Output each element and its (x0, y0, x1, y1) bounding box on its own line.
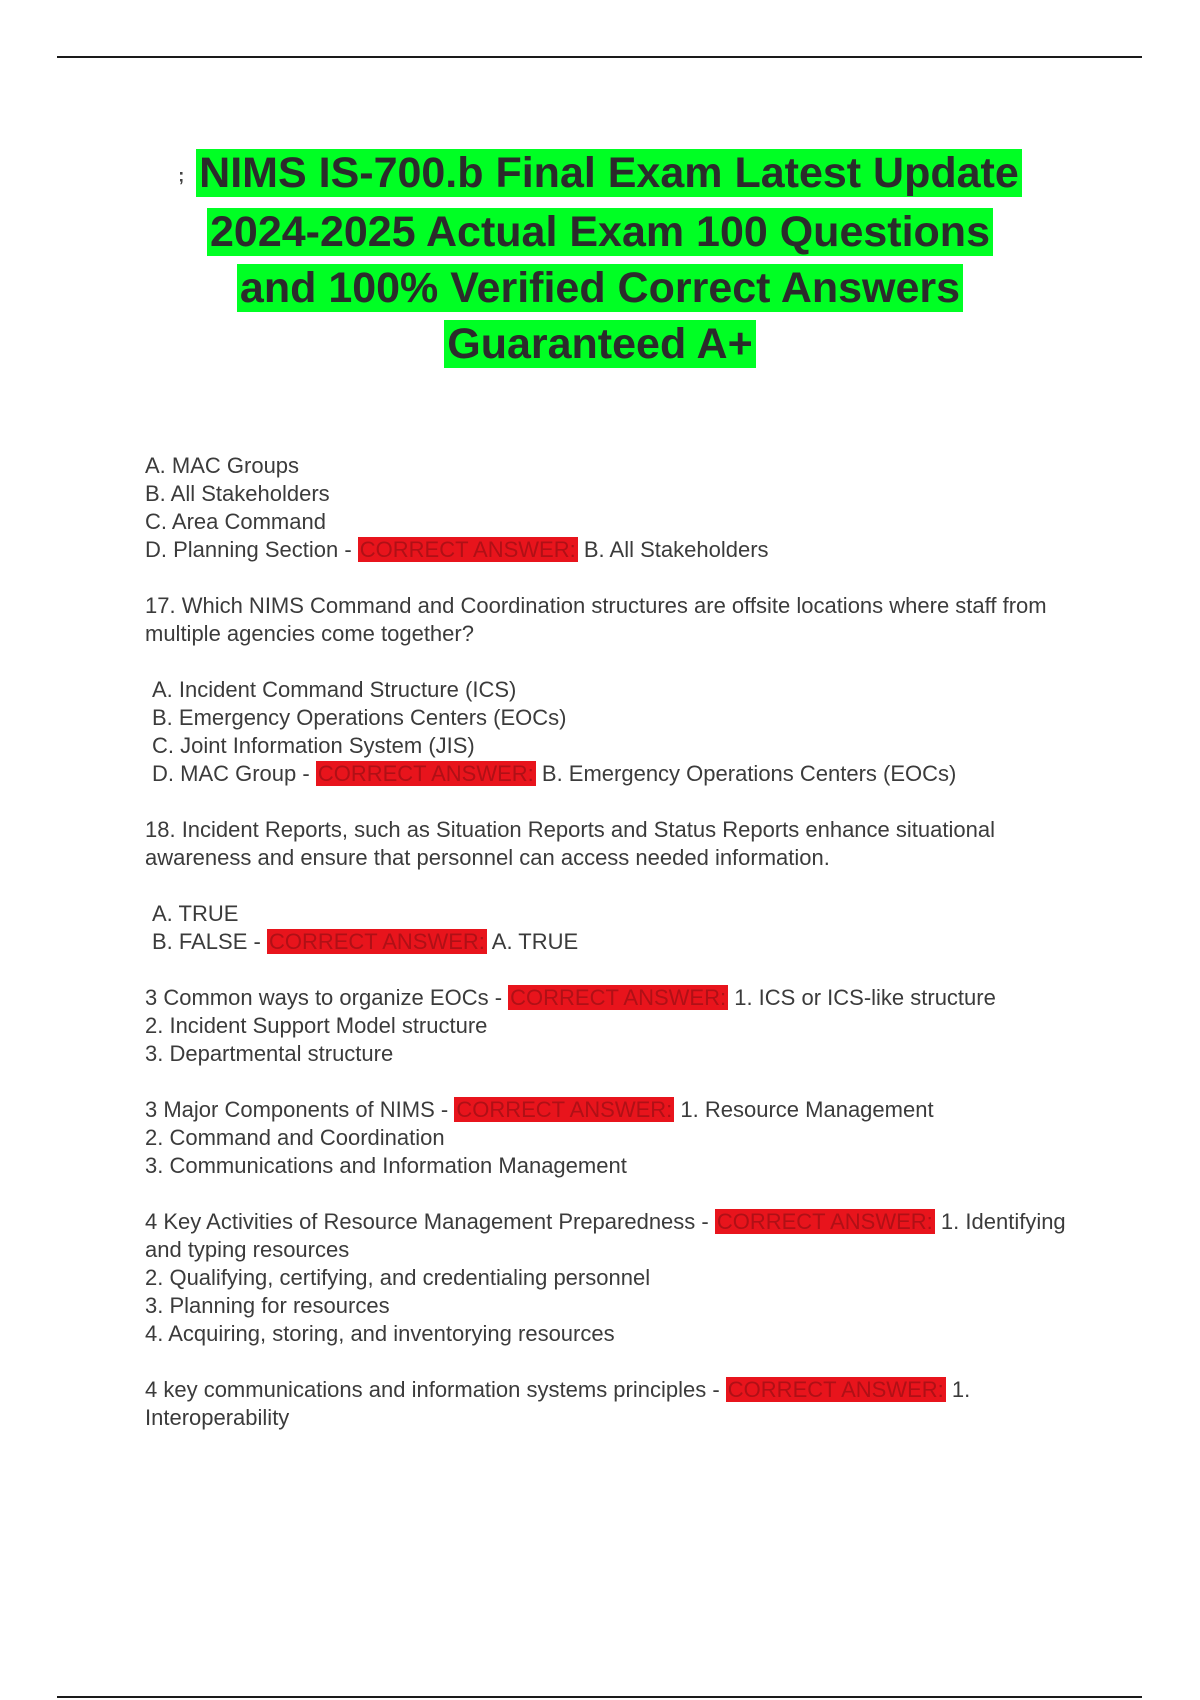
title-prefix: ; (178, 165, 185, 186)
option: A. Incident Command Structure (ICS) (152, 677, 517, 702)
correct-answer-label: CORRECT ANSWER: (456, 1097, 673, 1122)
answer-text: 2. Command and Coordination (145, 1125, 445, 1150)
answer-text: 3. Departmental structure (145, 1041, 394, 1066)
option: D. Planning Section - (145, 537, 358, 562)
document-title (100, 145, 1100, 372)
option: B. FALSE - (152, 929, 267, 954)
correct-answer-label: CORRECT ANSWER: (716, 1209, 933, 1234)
answer-text: 2. Incident Support Model structure (145, 1013, 488, 1038)
answer-text: 1. ICS or ICS-like structure (734, 985, 996, 1010)
option: A. MAC Groups (145, 453, 300, 478)
question-text: 4 key communications and information systems principles - (145, 1377, 726, 1402)
bottom-rule (57, 1696, 1142, 1698)
question-block-16 (145, 452, 1095, 564)
answer-text: 1. Interoperability (145, 1377, 971, 1430)
correct-answer-label: CORRECT ANSWER: (317, 761, 534, 786)
answer-text: B. Emergency Operations Centers (EOCs) (541, 761, 957, 786)
option: D. MAC Group - (152, 761, 316, 786)
title-line-2: 2024-2025 Actual Exam 100 Questions (207, 208, 993, 256)
question-block-resource-management (145, 1208, 1095, 1348)
answer-text: 3. Planning for resources (145, 1293, 390, 1318)
title-line-4: Guaranteed A+ (444, 320, 755, 368)
answer-text: 3. Communications and Information Management (145, 1153, 627, 1178)
question-text: 17. Which NIMS Command and Coordination structures are offsite locations where staff from multiple agencies come together? (145, 593, 1047, 646)
question-text: 4 Key Activities of Resource Management Preparedness - (145, 1209, 715, 1234)
question-block-eocs (145, 984, 1095, 1068)
answer-text: 1. Identifying and typing resources (145, 1209, 1066, 1262)
option: A. TRUE (152, 901, 239, 926)
question-block-nims-components (145, 1096, 1095, 1180)
top-rule (57, 56, 1142, 58)
question-block-17 (145, 592, 1095, 648)
correct-answer-label: CORRECT ANSWER: (359, 537, 576, 562)
exam-content (145, 452, 1095, 1460)
question-text: 3 Common ways to organize EOCs - (145, 985, 509, 1010)
question-block-18 (145, 816, 1095, 872)
answer-text: A. TRUE (491, 929, 579, 954)
answer-text: B. All Stakeholders (583, 537, 769, 562)
option: B. Emergency Operations Centers (EOCs) (152, 705, 567, 730)
correct-answer-label: CORRECT ANSWER: (268, 929, 485, 954)
title-line-1: NIMS IS-700.b Final Exam Latest Update (196, 149, 1022, 197)
option: B. All Stakeholders (145, 481, 330, 506)
options-17 (145, 676, 1095, 788)
correct-answer-label: CORRECT ANSWER: (510, 985, 727, 1010)
option: C. Area Command (145, 509, 326, 534)
title-line-3: and 100% Verified Correct Answers (237, 264, 963, 312)
answer-text: 2. Qualifying, certifying, and credentialing personnel (145, 1265, 651, 1290)
question-block-communications (145, 1376, 1095, 1432)
answer-text: 1. Resource Management (680, 1097, 934, 1122)
question-text: 18. Incident Reports, such as Situation Reports and Status Reports enhance situational awareness and ensure that personnel can access needed information. (145, 817, 995, 870)
answer-text: 4. Acquiring, storing, and inventorying resources (145, 1321, 615, 1346)
question-text: 3 Major Components of NIMS - (145, 1097, 455, 1122)
option: C. Joint Information System (JIS) (152, 733, 475, 758)
options-18 (145, 900, 1095, 956)
correct-answer-label: CORRECT ANSWER: (727, 1377, 944, 1402)
